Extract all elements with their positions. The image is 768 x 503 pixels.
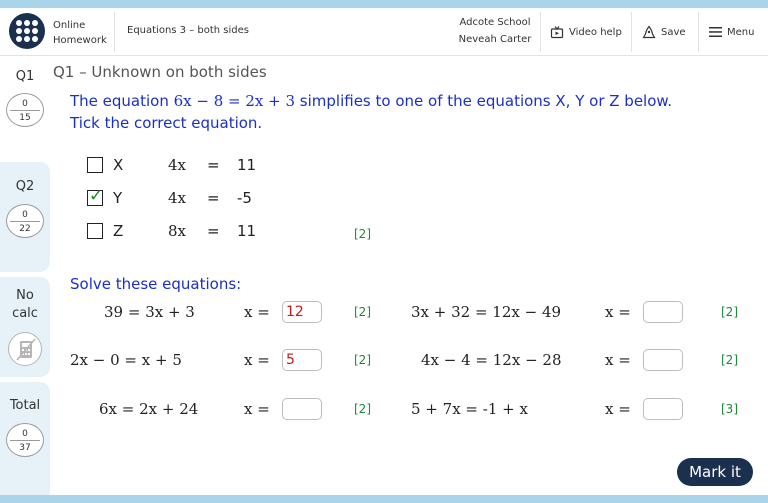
divider xyxy=(631,12,632,52)
sidebar-item-q1[interactable] xyxy=(0,57,50,162)
bottom-accent-bar xyxy=(0,495,768,503)
top-accent-bar xyxy=(0,0,768,8)
equation-4: 4x − 4 = 12x − 28 xyxy=(421,351,562,369)
answer-input-6[interactable] xyxy=(643,398,683,420)
equation-6-marks: [3] xyxy=(721,402,738,416)
calculator-icon xyxy=(8,332,42,366)
calculator-status: No calc xyxy=(0,277,50,377)
app-header xyxy=(0,8,768,56)
menu-button[interactable]: Menu xyxy=(709,8,754,56)
divider xyxy=(698,12,699,52)
x-label: x = xyxy=(605,303,631,321)
answer-input-2[interactable] xyxy=(643,301,683,323)
option-x-checkbox[interactable] xyxy=(87,157,103,173)
option-y-checkbox[interactable] xyxy=(87,186,104,206)
x-label: x = xyxy=(244,351,270,369)
equation-1-marks: [2] xyxy=(354,305,371,319)
equation-2-marks: [2] xyxy=(721,305,738,319)
equation-6: 5 + 7x = -1 + x xyxy=(411,400,528,418)
total-label: Total xyxy=(9,398,41,413)
equation-4-marks: [2] xyxy=(721,353,738,367)
apps-grid-button[interactable] xyxy=(9,13,45,49)
sidebar-item-total xyxy=(0,382,50,495)
mark-it-button[interactable]: Mark it xyxy=(677,458,753,486)
x-label: x = xyxy=(244,400,270,418)
answer-input-1[interactable]: 12 xyxy=(282,301,322,323)
q1-label: Q1 xyxy=(15,69,35,84)
equation-1: 39 = 3x + 3 xyxy=(104,303,195,321)
answer-input-5[interactable] xyxy=(282,398,322,420)
option-z-checkbox[interactable] xyxy=(87,223,103,239)
q1-score: 0 15 xyxy=(6,93,44,127)
equation-5: 6x = 2x + 24 xyxy=(99,400,199,418)
equation-3: 2x − 0 = x + 5 xyxy=(70,351,182,369)
equation-2: 3x + 32 = 12x − 49 xyxy=(411,303,562,321)
school-name: Adcote School xyxy=(459,17,531,28)
save-icon xyxy=(642,25,656,39)
sidebar-item-q2[interactable] xyxy=(0,162,50,272)
solve-heading: Solve these equations: xyxy=(70,275,242,293)
video-help-button[interactable]: Video help xyxy=(550,8,622,56)
divider xyxy=(540,12,541,52)
hamburger-icon xyxy=(709,26,722,38)
student-name: Neveah Carter xyxy=(458,34,532,45)
equation-3-marks: [2] xyxy=(354,353,371,367)
q2-score: 0 22 xyxy=(6,204,44,238)
options-marks: [2] xyxy=(354,227,371,241)
question-heading: Q1 – Unknown on both sides xyxy=(53,63,267,81)
checkmark-icon: ✓ xyxy=(89,186,104,206)
question-area: Q1 – Unknown on both sides The equation 6x − 8 = 2x + 3 simplifies to one of the equations X, Y or Z below. Tick the correct equation. X 4x = 11 ✓ Y 4x = -5 Z 8x = 11 [2] Solve these equations: 39 = 3x + 3 x = 12 [2] 3x + 32 = 12x − 49 x = [2] 2x − 0 = x + 5 x = 5 [2] 4x − 4 = 12x − 28 x = [2] 6x = 2x + 24 x = [2] 5 + 7x = -1 + x x = [3] xyxy=(53,63,738,418)
video-icon xyxy=(550,25,564,39)
total-score: 0 37 xyxy=(6,423,44,457)
x-label: x = xyxy=(605,351,631,369)
homework-title: Equations 3 – both sides xyxy=(127,25,249,36)
user-info xyxy=(440,14,550,48)
x-label: x = xyxy=(605,400,631,418)
divider xyxy=(114,12,115,52)
question-sidebar xyxy=(0,57,50,495)
x-label: x = xyxy=(244,303,270,321)
question-instruction: The equation 6x − 8 = 2x + 3 simplifies to one of the equations X, Y or Z below. Tick the correct equation. xyxy=(70,92,673,132)
save-button[interactable]: Save xyxy=(642,8,686,56)
q2-label: Q2 xyxy=(15,179,35,194)
app-name: Online Homework xyxy=(53,20,107,46)
answer-input-3[interactable]: 5 xyxy=(282,349,322,371)
equation-5-marks: [2] xyxy=(354,402,371,416)
answer-input-4[interactable] xyxy=(643,349,683,371)
